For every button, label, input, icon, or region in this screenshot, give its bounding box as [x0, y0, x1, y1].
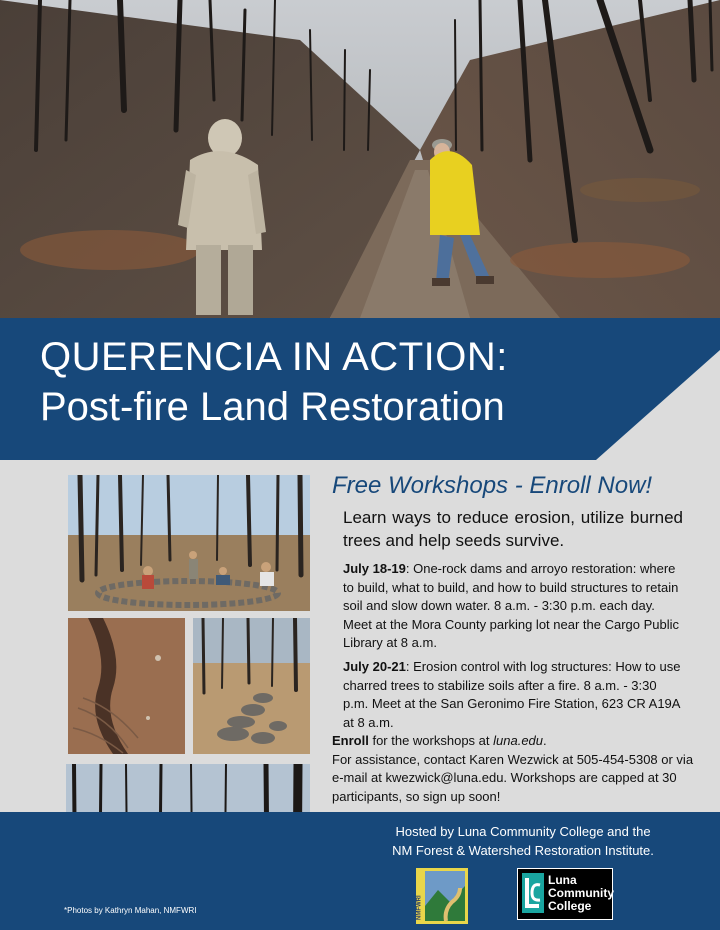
- workshop-1: [343, 560, 683, 653]
- hero-photo: [0, 0, 720, 318]
- luna-college-logo: [517, 868, 613, 920]
- enroll-period: .: [543, 733, 547, 748]
- workshop-2: [343, 658, 683, 732]
- headline: Free Workshops - Enroll Now!: [332, 472, 653, 499]
- lead-text: Learn ways to reduce erosion, utilize burned trees and help seeds survive.: [343, 508, 683, 550]
- workshop-1-dates: July 18-19: [343, 561, 406, 576]
- workshop-1-text: : One-rock dams and arroyo restoration: where to build, what to build, and how to build structures to retain soil and slow down water. 8 a.m. - 3:30 p.m. each day. Meet at the Mora County parking lot near the Cargo Public Library at 8 a.m.: [343, 561, 680, 650]
- enroll-label: Enroll: [332, 733, 369, 748]
- enroll-site-link[interactable]: luna.edu: [493, 733, 544, 748]
- assistance-text: For assistance, contact Karen Wezwick at 505-454-5308 or via e-mail at kwezwick@luna.edu. Workshops are capped at 30 participants, so sign up soon!: [332, 751, 694, 804]
- luna-logo-line-3: College: [548, 899, 592, 913]
- hosted-line-1: Hosted by Luna Community College and the: [395, 824, 651, 839]
- enroll-info: [332, 732, 702, 806]
- workshop-2-dates: July 20-21: [343, 659, 406, 674]
- workshop-2-text: : Erosion control with log structures: How to use charred trees to stabilize soils after a fire. 8 a.m. - 3:30 p.m. Meet at the San Geronimo Fire Station, 623 CR A19A at 8 a.m.: [343, 659, 681, 730]
- luna-logo-line-1: Luna: [548, 873, 577, 887]
- title-line-2: Post-fire Land Restoration: [40, 385, 505, 429]
- photo-erosion-gully: [68, 618, 185, 754]
- hosted-by: [338, 823, 708, 860]
- photo-credit: *Photos by Kathryn Mahan, NMFWRI: [64, 906, 197, 915]
- photo-workshop-group: [68, 475, 310, 611]
- nmfwri-logo: [416, 868, 468, 924]
- photo-rock-dam: [193, 618, 310, 754]
- luna-logo-line-2: Community: [548, 886, 614, 900]
- title-line-1: QUERENCIA IN ACTION:: [40, 335, 508, 379]
- nmfwri-logo-text: NMFWRI: [416, 895, 423, 920]
- luna-lc-mark-icon: [522, 873, 544, 913]
- hosted-line-2: NM Forest & Watershed Restoration Institute.: [392, 842, 654, 858]
- enroll-text: for the workshops at: [368, 733, 494, 748]
